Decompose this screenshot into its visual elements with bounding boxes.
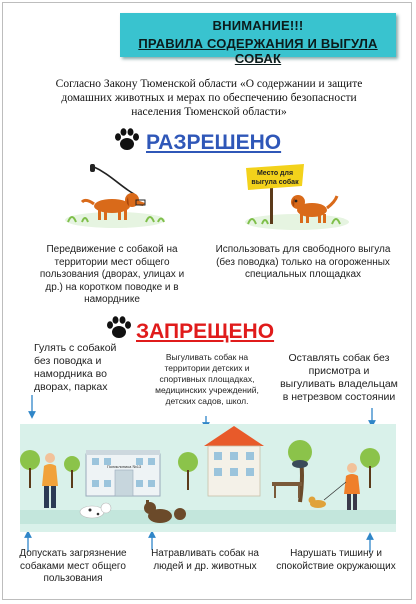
banned-heading: ЗАПРЕЩЕНО [136, 320, 275, 343]
banned-caption-noise: Нарушать тишину и спокойствие окружающих [276, 548, 396, 572]
banned-caption-playgrounds: Выгуливать собак на территории детских и спортивных площадках, медицинских учреждений, детских садов, школ. [155, 352, 259, 406]
dog-park-sign-line2: выгула собак [251, 179, 299, 186]
banner-title: ВНИМАНИЕ!!! [212, 18, 304, 33]
allowed-caption-leash: Передвижение с собакой на территории мест общего пользования (дворах, улицах и др.) на коротком поводке и в наморднике [39, 244, 185, 305]
dog-park-sign-line1: Место для [256, 170, 294, 177]
banned-caption-unattended: Оставлять собак без присмотра и выгуливать владельцам в нетрезвом состоянии [280, 352, 398, 403]
banner-subtitle: ПРАВИЛА СОДЕРЖАНИЯ И ВЫГУЛА СОБАК [138, 36, 378, 66]
street-scene-illustration [20, 424, 396, 532]
banned-caption-attack: Натравливать собак на людей и др. животных [151, 548, 259, 572]
banned-caption-no-leash: Гулять с собакой без поводка и намордника во дворах, парках [34, 342, 117, 393]
intro-text: Согласно Закону Тюменской области «О содержании и защите домашних животных и мерах по обеспечению безопасности населения Тюменской области» [55, 78, 363, 118]
banned-caption-pollution: Допускать загрязнение собаками мест общего пользования [19, 548, 127, 584]
allowed-caption-enclosure: Использовать для свободного выгула (без поводка) только на огороженных специальных площадках [215, 244, 391, 280]
allowed-heading: РАЗРЕШЕНО [146, 131, 282, 154]
polyclinic-sign: Поликлиника №13 [106, 464, 142, 469]
